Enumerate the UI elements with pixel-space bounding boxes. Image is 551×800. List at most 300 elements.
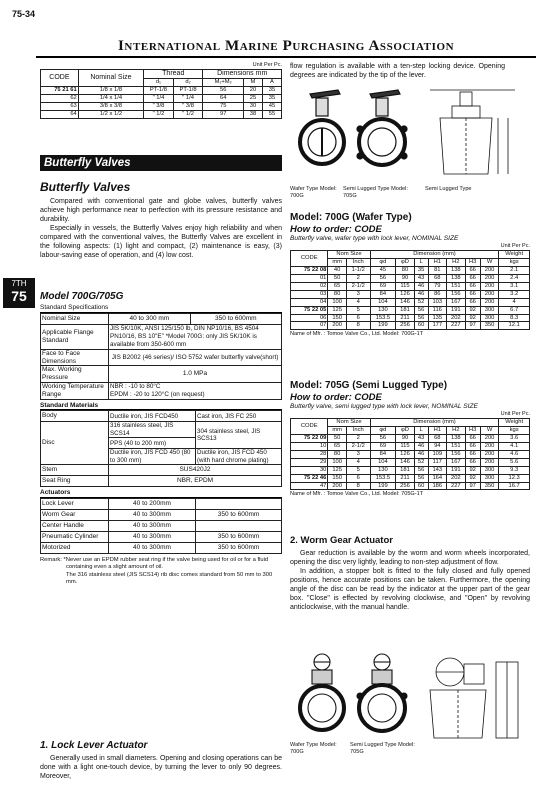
- table-cell: 100: [328, 298, 347, 306]
- materials-heading: Standard Materials: [40, 402, 282, 411]
- table-cell: 86: [428, 290, 447, 298]
- col-w: W: [480, 258, 499, 266]
- table-cell: 50: [328, 434, 347, 442]
- table-cell: 90: [396, 274, 415, 282]
- table-row: [291, 306, 530, 314]
- table-cell: 300: [480, 474, 499, 482]
- table-cell: 200: [480, 282, 499, 290]
- col-h2: H2: [447, 426, 466, 434]
- table-cell: 66: [465, 442, 480, 450]
- table-cell: 181: [396, 466, 415, 474]
- table-row: [291, 458, 530, 466]
- actuator-range: 350 to 600mm: [196, 531, 282, 542]
- table-cell: 55: [262, 110, 281, 118]
- valve-section-drawing: [430, 90, 515, 174]
- table-cell: 151: [447, 442, 466, 450]
- table-cell: " 1/4: [144, 94, 174, 102]
- col-d-large: φD: [396, 426, 415, 434]
- actuator-row: [41, 542, 282, 553]
- col-h1: H1: [428, 426, 447, 434]
- table-cell: 104: [370, 458, 396, 466]
- table-cell: 12.3: [499, 474, 530, 482]
- actuator-range: 40 to 300mm: [109, 520, 196, 531]
- table-cell: 43: [414, 274, 428, 282]
- table-cell: 62: [41, 94, 79, 102]
- intro-title: Butterfly Valves: [40, 180, 131, 194]
- table-cell: PT-1/8: [173, 86, 203, 94]
- table-cell: 46: [414, 290, 428, 298]
- table-cell: 6.7: [499, 306, 530, 314]
- table-cell: 28: [291, 450, 328, 458]
- table-row: [291, 474, 530, 482]
- intro-block: [40, 180, 282, 260]
- table-cell: 46: [414, 282, 428, 290]
- table-cell: 126: [396, 290, 415, 298]
- table-cell: 200: [328, 322, 347, 330]
- table-cell: 211: [396, 314, 415, 322]
- lock-lever-valve-figure: [290, 84, 530, 184]
- model-700g-table: [290, 250, 530, 331]
- actuator-range: 40 to 300mm: [109, 542, 196, 553]
- table-cell: 64: [203, 94, 244, 102]
- figure-caption-wafer: Wafer Type Model: 700G: [290, 186, 337, 199]
- table-row: [41, 94, 282, 102]
- remark-label: Remark:: [40, 556, 62, 563]
- actuator-label: Worm Gear: [41, 509, 109, 520]
- table-cell: 153.5: [370, 314, 396, 322]
- table-row: [291, 274, 530, 282]
- table-cell: 69: [370, 282, 396, 290]
- table-cell: 200: [480, 266, 499, 274]
- page-number: 75-34: [12, 9, 36, 19]
- table-cell: 167: [447, 298, 466, 306]
- table-row: [41, 110, 282, 118]
- table-cell: 138: [447, 266, 466, 274]
- table-cell: 300: [480, 306, 499, 314]
- right-top-text: [290, 62, 505, 80]
- actuator-label: Motorized: [41, 542, 109, 553]
- material-value: 316 stainless steel, JIS SCS14: [109, 422, 196, 438]
- table-cell: 146: [396, 298, 415, 306]
- col-h3: H3: [465, 426, 480, 434]
- figure-caption-semi-lugged-gear: Semi Lugged Type Model: 705G: [350, 742, 415, 755]
- col-d-small: φd: [370, 258, 396, 266]
- material-value: SUS420J2: [109, 465, 282, 476]
- material-value: PPS (40 to 200 mm): [109, 438, 196, 449]
- table-cell: 8: [346, 482, 370, 490]
- header-rule: [36, 56, 536, 58]
- table-cell: 130: [370, 466, 396, 474]
- table-cell: 3: [346, 290, 370, 298]
- table-cell: 66: [465, 298, 480, 306]
- fitting-table-block: [40, 62, 282, 119]
- table-cell: 3.6: [499, 434, 530, 442]
- table-cell: 1/2 x 1/2: [78, 110, 143, 118]
- table-cell: 126: [396, 450, 415, 458]
- table-cell: " 1/2: [144, 110, 174, 118]
- spec-value: 1.0 MPa: [109, 366, 282, 383]
- table-cell: " 3/8: [144, 102, 174, 110]
- unit-label: Unit Per Pc.: [500, 411, 530, 418]
- figure-caption-semi-lugged: Semi Lugged Type Model: 705G: [343, 186, 408, 199]
- table-cell: 164: [428, 474, 447, 482]
- table-cell: 45: [370, 266, 396, 274]
- table-cell: 191: [447, 306, 466, 314]
- table-cell: 66: [465, 458, 480, 466]
- table-cell: 52: [414, 298, 428, 306]
- table-cell: 4: [499, 298, 530, 306]
- table-cell: " 3/8: [173, 102, 203, 110]
- table-cell: 1/8 x 1/8: [78, 86, 143, 94]
- lock-lever-title: 1. Lock Lever Actuator: [40, 740, 148, 751]
- col-h3: H3: [465, 258, 480, 266]
- table-cell: " 1/4: [173, 94, 203, 102]
- table-cell: 156: [447, 290, 466, 298]
- material-label: Body: [41, 411, 109, 422]
- table-cell: 130: [370, 306, 396, 314]
- table-cell: 66: [465, 434, 480, 442]
- lock-lever-text: Generally used in small diameters. Opening and closing operations can be done with a light one-touch device, by turning the lever to only 90 degrees. Moreover,: [40, 755, 282, 780]
- table-cell: 50: [328, 274, 347, 282]
- table-row: [291, 322, 530, 330]
- unit-label: Unit Per Pc.: [500, 243, 530, 250]
- actuator-range: 40 to 300mm: [109, 531, 196, 542]
- table-cell: 16.7: [499, 482, 530, 490]
- table-cell: 151: [447, 282, 466, 290]
- table-cell: 350: [480, 482, 499, 490]
- material-value: Ductile iron, JIS FCD450: [109, 411, 196, 422]
- actuator-row: [41, 498, 282, 509]
- table-cell: 46: [414, 442, 428, 450]
- table-cell: 117: [428, 458, 447, 466]
- wafer-gear-valve-drawing: [300, 654, 344, 730]
- worm-gear-paragraph-2: In addition, a stopper bolt is fitted to the fully closed and fully opened positions, hence accurate positions can be taken. Furthermore, the opening angle of the disc can be read by the indicator at the upper part of the gear box. "Close" is effected by revolving clockwise, and "Open" by revolving anticlockwise, with the manual handle.: [290, 568, 530, 612]
- table-cell: 06: [291, 314, 328, 322]
- table-cell: 79: [428, 282, 447, 290]
- table-cell: 146: [396, 458, 415, 466]
- table-cell: 04: [291, 298, 328, 306]
- table-cell: 200: [480, 442, 499, 450]
- unit-label: Unit Per Pc.: [252, 62, 282, 68]
- table-cell: 63: [41, 102, 79, 110]
- worm-gear-valve-figure: [290, 652, 530, 742]
- table-cell: 300: [480, 314, 499, 322]
- table-cell: 2: [346, 434, 370, 442]
- table-cell: 199: [370, 322, 396, 330]
- figure-caption-wafer-gear: Wafer Type Model: 700G: [290, 742, 337, 755]
- intro-paragraph-1: Compared with conventional gate and globe valves, butterfly valves achieve high performance near to perfection with its pressure resistance and durability.: [40, 198, 282, 224]
- table-cell: 227: [447, 482, 466, 490]
- col-weight: Weight: [499, 418, 530, 426]
- table-cell: 43: [414, 434, 428, 442]
- table-cell: 5: [346, 466, 370, 474]
- table-cell: 3: [346, 450, 370, 458]
- table-cell: 8.3: [499, 314, 530, 322]
- table-cell: 4: [346, 458, 370, 466]
- table-cell: 03: [291, 290, 328, 298]
- std-spec-heading: Standard Specifications: [40, 304, 282, 313]
- table-cell: 100: [328, 458, 347, 466]
- model-705g-section: [290, 380, 530, 498]
- side-tab-section: 75: [11, 287, 27, 304]
- col-w: W: [480, 426, 499, 434]
- table-cell: 75 22 46: [291, 474, 328, 482]
- worm-gear-title: 2. Worm Gear Actuator: [290, 535, 393, 546]
- manufacturer-note: Name of Mfr. : Tomoe Valve Co., Ltd. Model: 705G-1T: [290, 491, 424, 498]
- table-cell: 153.5: [370, 474, 396, 482]
- table-cell: 143: [428, 466, 447, 474]
- manufacturer-note: Name of Mfr. : Tomoe Valve Co., Ltd. Model: 700G-1T: [290, 331, 424, 338]
- table-cell: 104: [370, 298, 396, 306]
- col-h1: H1: [428, 258, 447, 266]
- actuator-range: 350 to 600mm: [196, 509, 282, 520]
- table-cell: 6: [346, 314, 370, 322]
- table-cell: 20: [244, 86, 263, 94]
- col-code: CODE: [291, 250, 328, 266]
- table-row: [291, 290, 530, 298]
- table-cell: 81: [428, 266, 447, 274]
- intro-paragraph-2: Especially in vessels, the Butterfly Valves enjoy high reliability and when compared with the conventional valves, the Butterfly Valves are excellent in the following aspects: (1) light and compact, (2) maintenance is easy, (3) labour-saving ease of operation, and (4) low cost.: [40, 225, 282, 260]
- table-cell: 125: [328, 466, 347, 474]
- actuator-range: [196, 520, 282, 531]
- table-row: [291, 298, 530, 306]
- table-cell: 07: [291, 322, 328, 330]
- table-cell: 115: [396, 282, 415, 290]
- table-cell: 90: [396, 434, 415, 442]
- table-cell: 116: [428, 306, 447, 314]
- model-705g-table: [290, 418, 530, 491]
- remark-note: [40, 557, 282, 587]
- material-value: 304 stainless steel, JIS SCS13: [196, 422, 282, 449]
- table-cell: 80: [328, 290, 347, 298]
- table-cell: 138: [447, 434, 466, 442]
- col-l: L: [414, 426, 428, 434]
- table-cell: 2-1/2: [346, 442, 370, 450]
- col-dims: Dimensions mm: [203, 69, 282, 78]
- actuator-row: [41, 531, 282, 542]
- actuator-label: Center Handle: [41, 520, 109, 531]
- table-cell: 35: [262, 86, 281, 94]
- table-cell: 202: [447, 474, 466, 482]
- table-cell: 75 22 08: [291, 266, 328, 274]
- col-m1m2: M₁+M₂: [203, 78, 244, 86]
- table-cell: 350: [480, 322, 499, 330]
- table-cell: 75 22 05: [291, 306, 328, 314]
- wafer-valve-drawing: [300, 90, 344, 164]
- col-d2: d₂: [173, 78, 203, 86]
- page-header-title: International Marine Purchasing Association: [118, 38, 455, 54]
- model-block: [40, 291, 282, 587]
- table-cell: 8: [346, 322, 370, 330]
- table-cell: 167: [447, 458, 466, 466]
- model-title: Model 700G/705G: [40, 291, 124, 302]
- model-700g-order: How to order: CODE: [290, 224, 382, 235]
- table-cell: 92: [465, 306, 480, 314]
- spec-label: Applicable Flange Standard: [41, 324, 109, 349]
- spec-label: Working Temperature Range: [41, 382, 109, 399]
- section-side-tab: [3, 278, 35, 308]
- material-value: Ductile iron, JIS FCD 450 (with hard chrome plating): [196, 449, 282, 465]
- col-d-large: φD: [396, 258, 415, 266]
- table-row: [291, 434, 530, 442]
- table-cell: 4.1: [499, 442, 530, 450]
- lock-lever-section: [40, 740, 282, 781]
- material-label: Stem: [41, 465, 109, 476]
- table-cell: 75 21 61: [41, 86, 79, 94]
- table-cell: 46: [414, 450, 428, 458]
- table-cell: 35: [414, 266, 428, 274]
- table-cell: 10: [291, 442, 328, 450]
- table-cell: 68: [428, 274, 447, 282]
- table-cell: 80: [396, 266, 415, 274]
- table-cell: 4: [346, 298, 370, 306]
- spec-label: Nominal Size: [41, 313, 109, 324]
- spec-value: NBR : -10 to 80°C EPDM : -20 to 120°C (on request): [109, 382, 282, 399]
- col-dimension: Dimension (mm): [370, 418, 499, 426]
- worm-gear-paragraph-1: Gear reduction is available by the worm and worm wheels incorporated, opening the disc very lightly, leading to non-step adjustment of flow.: [290, 550, 530, 567]
- table-row: [291, 442, 530, 450]
- table-cell: 25: [244, 94, 263, 102]
- model-705g-title: Model: 705G (Semi Lugged Type): [290, 380, 448, 391]
- table-cell: 66: [465, 290, 480, 298]
- table-cell: 3/8 x 3/8: [78, 102, 143, 110]
- gear-section-drawing: [430, 658, 518, 738]
- table-row: [291, 482, 530, 490]
- table-cell: 200: [480, 298, 499, 306]
- table-cell: 29: [291, 458, 328, 466]
- table-cell: 92: [465, 474, 480, 482]
- table-cell: 65: [328, 442, 347, 450]
- table-cell: 200: [480, 434, 499, 442]
- col-inch: Inch: [346, 426, 370, 434]
- table-cell: 2: [346, 274, 370, 282]
- table-cell: 150: [328, 474, 347, 482]
- table-cell: 75: [203, 102, 244, 110]
- table-cell: 60: [414, 322, 428, 330]
- actuator-row: [41, 509, 282, 520]
- table-cell: 4.6: [499, 450, 530, 458]
- col-nominal: Nominal Size: [78, 69, 143, 86]
- table-cell: 150: [328, 314, 347, 322]
- table-cell: 64: [41, 110, 79, 118]
- table-row: [41, 86, 282, 94]
- col-nom-size: Nom Size: [328, 418, 370, 426]
- col-d-small: φd: [370, 426, 396, 434]
- table-cell: 68: [428, 434, 447, 442]
- spec-value: 350 to 600mm: [190, 313, 281, 324]
- table-cell: 56: [414, 314, 428, 322]
- table-cell: 97: [203, 110, 244, 118]
- table-cell: 202: [447, 314, 466, 322]
- table-cell: 75 22 09: [291, 434, 328, 442]
- table-cell: 92: [465, 314, 480, 322]
- table-row: [291, 314, 530, 322]
- material-value: Ductile iron, JIS FCD 450 (80 to 300 mm): [109, 449, 196, 465]
- table-cell: PT-1/8: [144, 86, 174, 94]
- model-705g-order: How to order: CODE: [290, 392, 382, 403]
- material-label: Disc: [41, 422, 109, 465]
- table-cell: " 1/2: [173, 110, 203, 118]
- fitting-table: [40, 69, 282, 119]
- col-thread: Thread: [144, 69, 203, 78]
- col-code: CODE: [41, 69, 79, 86]
- table-row: [291, 282, 530, 290]
- table-cell: 02: [291, 282, 328, 290]
- table-cell: 56: [370, 434, 396, 442]
- remark-line-2: The 316 stainless steel (JIS SCS14) rib disc comes standard from 50 mm to 300 mm.: [66, 571, 273, 586]
- table-cell: 2.4: [499, 274, 530, 282]
- table-cell: 200: [480, 274, 499, 282]
- col-h2: H2: [447, 258, 466, 266]
- table-cell: 97: [465, 482, 480, 490]
- table-cell: 12.1: [499, 322, 530, 330]
- table-cell: 256: [396, 322, 415, 330]
- table-cell: 115: [396, 442, 415, 450]
- col-kgs: kgs: [499, 426, 530, 434]
- col-mm: mm: [328, 258, 347, 266]
- table-cell: 65: [328, 282, 347, 290]
- actuator-range: 40 to 300mm: [109, 509, 196, 520]
- table-cell: 66: [465, 450, 480, 458]
- table-row: [291, 450, 530, 458]
- col-mm: mm: [328, 426, 347, 434]
- remark-line-1: *Never use an EPDM rubber seat ring if the valve being used for oil or for a fluid containing even a slight amount of oil.: [63, 556, 269, 571]
- semi-lugged-gear-valve-drawing: [357, 654, 407, 731]
- table-cell: 6: [346, 474, 370, 482]
- table-cell: 300: [480, 466, 499, 474]
- material-label: Seat Ring: [41, 476, 109, 487]
- table-cell: 138: [447, 274, 466, 282]
- col-dimension: Dimension (mm): [370, 250, 499, 258]
- actuators-table: [40, 498, 282, 554]
- table-cell: 200: [328, 482, 347, 490]
- table-cell: 3.1: [499, 282, 530, 290]
- table-cell: 227: [447, 322, 466, 330]
- col-nom-size: Nom Size: [328, 250, 370, 258]
- table-cell: 52: [414, 458, 428, 466]
- model-700g-section: [290, 212, 530, 338]
- actuator-label: Pneumatic Cylinder: [41, 531, 109, 542]
- table-cell: 199: [370, 482, 396, 490]
- actuator-row: [41, 520, 282, 531]
- table-cell: 200: [480, 290, 499, 298]
- table-cell: 56: [414, 306, 428, 314]
- section-title-bar: Butterfly Valves: [40, 155, 282, 171]
- actuator-range: [196, 498, 282, 509]
- table-cell: 3.2: [499, 290, 530, 298]
- table-cell: 94: [428, 442, 447, 450]
- material-value: NBR, EPDM: [109, 476, 282, 487]
- col-a: A: [262, 78, 281, 86]
- table-cell: 40: [328, 266, 347, 274]
- table-cell: 177: [428, 322, 447, 330]
- table-cell: 1-1/2: [346, 266, 370, 274]
- table-cell: 30: [244, 102, 263, 110]
- std-spec-table: [40, 313, 282, 400]
- table-cell: 56: [370, 274, 396, 282]
- lock-lever-continued: flow regulation is available with a ten-step locking device. Opening degrees are indicated by the tip of the lever.: [290, 63, 505, 79]
- table-row: [291, 266, 530, 274]
- table-cell: 38: [244, 110, 263, 118]
- table-cell: 181: [396, 306, 415, 314]
- materials-table: [40, 410, 282, 487]
- table-cell: 97: [465, 322, 480, 330]
- table-cell: 92: [465, 466, 480, 474]
- col-l: L: [414, 258, 428, 266]
- table-cell: 186: [428, 482, 447, 490]
- table-cell: 66: [465, 266, 480, 274]
- actuator-label: Lock Lever: [41, 498, 109, 509]
